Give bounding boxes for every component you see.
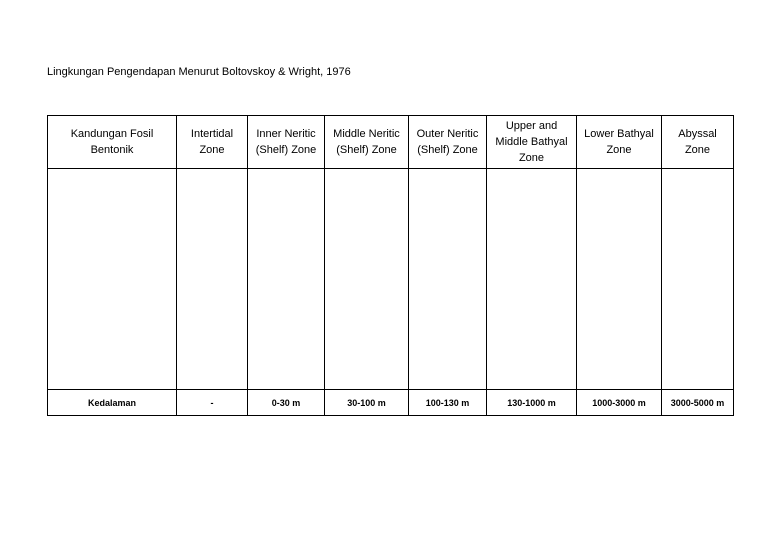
header-upper-middle-bathyal-zone: Upper and Middle Bathyal Zone	[487, 116, 577, 169]
table-cell	[325, 169, 409, 390]
depth-cell-outer-neritic: 100-130 m	[409, 390, 487, 416]
table-cell	[487, 169, 577, 390]
depth-cell-inner-neritic: 0-30 m	[248, 390, 325, 416]
depth-row	[48, 390, 734, 416]
depth-cell-upper-middle-bathyal: 130-1000 m	[487, 390, 577, 416]
depth-cell-abyssal: 3000-5000 m	[662, 390, 734, 416]
header-outer-neritic-zone: Outer Neritic (Shelf) Zone	[409, 116, 487, 169]
header-middle-neritic-zone: Middle Neritic (Shelf) Zone	[325, 116, 409, 169]
table-cell	[248, 169, 325, 390]
document-title: Lingkungan Pengendapan Menurut Boltovskoy & Wright, 1976	[47, 66, 351, 78]
table-cell	[577, 169, 662, 390]
depth-cell-intertidal: -	[177, 390, 248, 416]
table-cell	[48, 169, 177, 390]
table-cell	[177, 169, 248, 390]
header-inner-neritic-zone: Inner Neritic (Shelf) Zone	[248, 116, 325, 169]
table-cell	[409, 169, 487, 390]
depth-label-cell: Kedalaman	[48, 390, 177, 416]
header-lower-bathyal-zone: Lower Bathyal Zone	[577, 116, 662, 169]
header-intertidal-zone: Intertidal Zone	[177, 116, 248, 169]
table-cell	[662, 169, 734, 390]
table-header-row	[48, 116, 734, 169]
header-fossil-content: Kandungan Fosil Bentonik	[48, 116, 177, 169]
depth-cell-lower-bathyal: 1000-3000 m	[577, 390, 662, 416]
depositional-environment-table	[47, 115, 734, 416]
fossil-content-row	[48, 169, 734, 390]
header-abyssal-zone: Abyssal Zone	[662, 116, 734, 169]
depth-cell-middle-neritic: 30-100 m	[325, 390, 409, 416]
